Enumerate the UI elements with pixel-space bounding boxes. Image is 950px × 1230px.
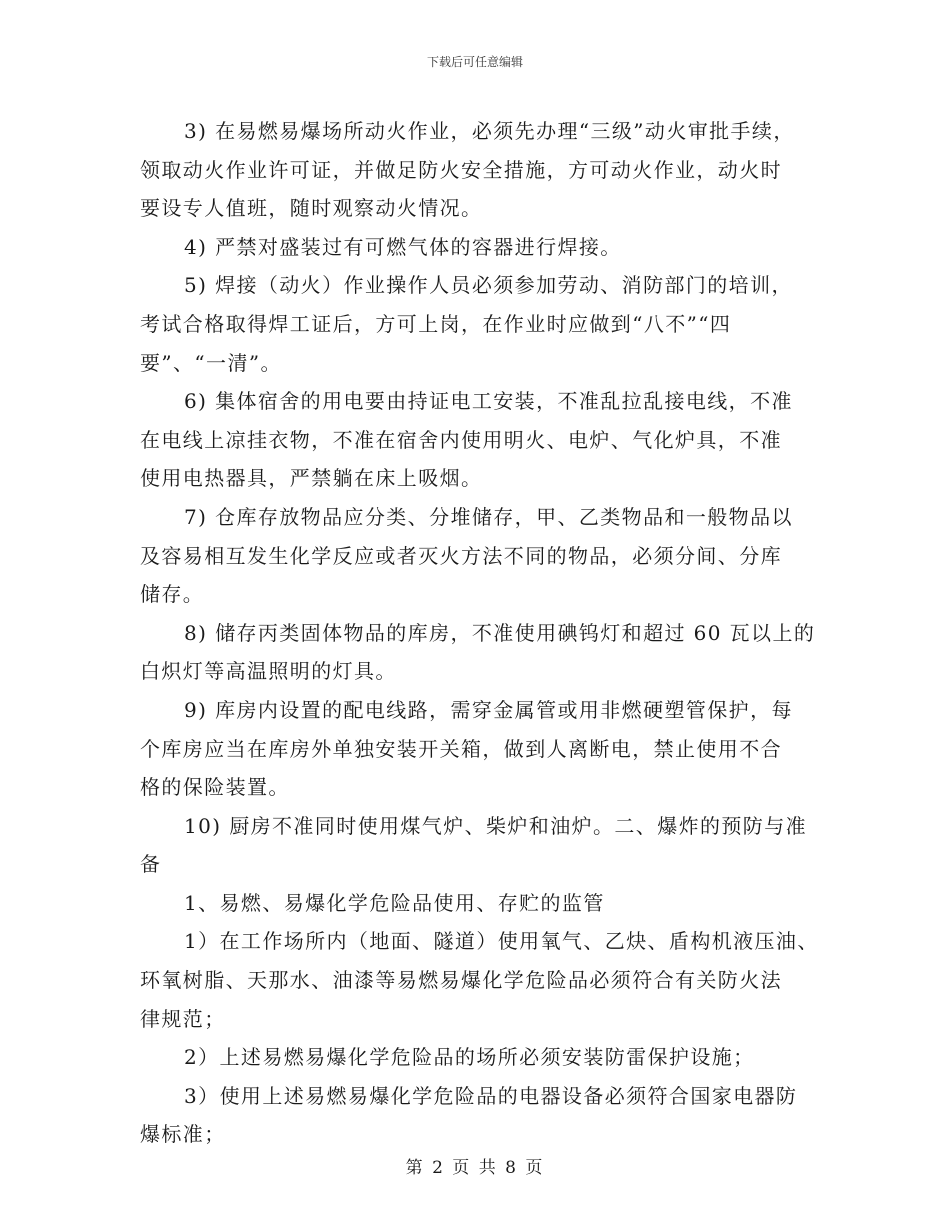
text-line: 9) 库房内设置的配电线路，需穿金属管或用非燃硬塑管保护，每 <box>184 697 793 722</box>
text-line: 在电线上凉挂衣物，不准在宿舍内使用明火、电炉、气化炉具，不准 <box>140 427 782 452</box>
text-line: 5) 焊接（动火）作业操作人员必须参加劳动、消防部门的培训， <box>184 273 793 298</box>
text-line: 格的保险装置。 <box>140 775 290 800</box>
text-line: 7) 仓库存放物品应分类、分堆储存，甲、乙类物品和一般物品以 <box>184 504 793 529</box>
text-line: 律规范； <box>140 1006 226 1031</box>
text-line: 要”、“一清”。 <box>140 350 282 375</box>
text-line: 领取动火作业许可证，并做足防火安全措施，方可动火作业，动火时 <box>140 157 782 182</box>
text-line: 环氧树脂、天那水、油漆等易燃易爆化学危险品必须符合有关防火法 <box>140 968 782 993</box>
text-line: 10) 厨房不准同时使用煤气炉、柴炉和油炉。二、爆炸的预防与准 <box>184 813 808 838</box>
page-number: 第 2 页 共 8 页 <box>405 1158 545 1178</box>
text-line: 2）上述易燃易爆化学危险品的场所必须安装防雷保护设施； <box>184 1045 755 1070</box>
text-line: 1）在工作场所内（地面、隧道）使用氧气、乙炔、盾构机液压油、 <box>184 929 819 954</box>
text-line: 个库房应当在库房外单独安装开关箱，做到人离断电，禁止使用不合 <box>140 736 782 761</box>
text-line: 白炽灯等高温照明的灯具。 <box>140 659 397 684</box>
document-body <box>140 112 830 1154</box>
page-header-note: 下载后可任意编辑 <box>426 55 523 69</box>
text-line: 储存。 <box>140 582 205 607</box>
text-line: 及容易相互发生化学反应或者灭火方法不同的物品，必须分间、分库 <box>140 543 782 568</box>
text-line: 要设专人值班，随时观察动火情况。 <box>140 196 483 221</box>
text-line: 考试合格取得焊工证后，方可上岗，在作业时应做到“八不”“四 <box>140 311 732 336</box>
text-line: 4) 严禁对盛装过有可燃气体的容器进行焊接。 <box>184 234 622 259</box>
text-line: 爆标准； <box>140 1122 226 1147</box>
text-line: 6) 集体宿舍的用电要由持证电工安装，不准乱拉乱接电线，不准 <box>184 389 793 414</box>
text-line: 备 <box>140 852 162 877</box>
text-line: 3）使用上述易燃易爆化学危险品的电器设备必须符合国家电器防 <box>184 1083 798 1108</box>
text-line: 8) 储存丙类固体物品的库房，不准使用碘钨灯和超过 60 瓦以上的 <box>184 620 816 645</box>
text-line: 使用电热器具，严禁躺在床上吸烟。 <box>140 466 483 491</box>
text-line: 3) 在易燃易爆场所动火作业，必须先办理“三级”动火审批手续， <box>184 119 795 143</box>
text-line: 1、易燃、易爆化学危险品使用、存贮的监管 <box>184 890 605 915</box>
